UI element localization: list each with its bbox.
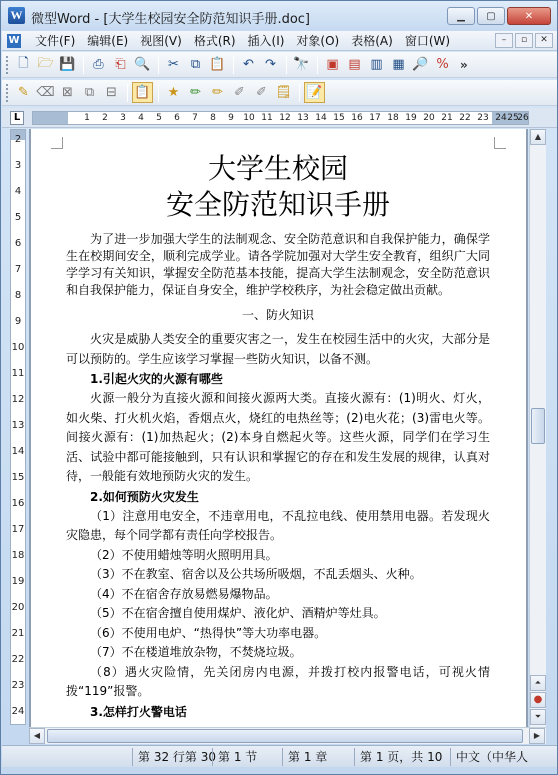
vruler-number: 5 (14, 212, 22, 223)
maximize-button[interactable]: ▢ (477, 7, 505, 25)
shape-delete-icon[interactable]: ⊠ (62, 85, 73, 100)
menu-edit[interactable]: 编辑(E) (87, 33, 129, 48)
clipboard-format-icon[interactable]: 📝 (304, 82, 325, 103)
menu-insert[interactable]: 插入(I) (247, 33, 285, 48)
print-icon[interactable]: ⎙ (93, 57, 104, 72)
standard-toolbar (2, 52, 557, 78)
vruler-number: 16 (11, 498, 25, 509)
marker-green-icon[interactable]: ✏ (190, 85, 201, 100)
ruler-number: 7 (192, 113, 198, 123)
format-painter-icon[interactable]: 📋 (132, 82, 153, 103)
window-title: 微型Word - [大学生校园安全防范知识手册.doc] (31, 12, 310, 27)
ruler-number: 10 (243, 113, 255, 123)
paste-icon[interactable]: 📋 (209, 57, 226, 72)
vruler-number: 10 (11, 342, 25, 353)
vruler-number: 14 (11, 446, 25, 457)
body-paragraph: 火灾是威胁人类安全的重要灾害之一，发生在校园生活中的火灾，大部分是可以预防的。学生应该学习掌握一些防火知识，以备不测。 (66, 332, 490, 366)
vruler-number: 17 (11, 524, 25, 535)
menu-view[interactable]: 视图(V) (140, 33, 182, 48)
menu-table[interactable]: 表格(A) (351, 33, 393, 48)
ruler-number: 6 (174, 113, 180, 123)
ruler-number: 3 (120, 113, 126, 123)
word-app-icon[interactable]: W (8, 7, 25, 24)
ruler-number: 23 (477, 113, 489, 123)
doc-close-button[interactable]: ✕ (535, 33, 553, 48)
status-chapter: 第 1 章 (282, 748, 354, 766)
ruler-number: 15 (333, 113, 345, 123)
list-item: （4）不在宿舍存放易燃易爆物品。 (90, 586, 278, 601)
scroll-right-icon[interactable]: ▶ (529, 728, 545, 744)
vertical-ruler[interactable] (10, 129, 26, 725)
redo-icon[interactable]: ↷ (265, 57, 276, 72)
copy-icon[interactable]: ⧉ (190, 57, 201, 72)
page-layout-icon[interactable]: ▥ (370, 57, 383, 72)
drawing-toolbar (2, 80, 557, 106)
status-empty (2, 748, 132, 766)
document-content[interactable] (66, 151, 490, 722)
vruler-number: 19 (11, 576, 25, 587)
list-item: （7）不在楼道堆放杂物，不焚烧垃圾。 (90, 645, 302, 659)
pdf-export-icon[interactable]: ⎗ (115, 57, 126, 72)
ruler-number: 24 (495, 113, 507, 123)
horizontal-ruler[interactable] (32, 111, 529, 125)
ruler-number: 25 (507, 113, 519, 123)
toolbar-grip-2[interactable] (6, 84, 9, 102)
ruler-number: 26 (517, 113, 529, 123)
ruler-number: 17 (369, 113, 381, 123)
list-item: （1）注意用电安全，不违章用电，不乱拉电线、使用禁用电器。若发现火灾隐患，每个同学都有责任向学校报告。 (66, 508, 490, 542)
list-item: （6）不使用电炉、“热得快”等大功率电器。 (90, 625, 327, 640)
marker-yellow-icon[interactable]: ✏ (212, 85, 223, 100)
vruler-number: 7 (14, 264, 22, 275)
ruler-number: 8 (210, 113, 216, 123)
shape-copy-icon[interactable]: ⧉ (84, 85, 95, 100)
browse-object-icon[interactable]: ● (530, 692, 546, 708)
percent-icon[interactable]: % (436, 57, 449, 72)
marker-gray-icon[interactable]: ✐ (234, 85, 245, 100)
undo-icon[interactable]: ↶ (243, 57, 254, 72)
eraser-icon[interactable]: ⌫ (36, 85, 55, 100)
body-paragraph: 火源一般分为直接火源和间接火源两大类。直接火源有：(1)明火、灯火，如火柴、打火机火焰，香烟点火，烧红的电热丝等；(2)电火花；(3)雷电火等。间接火源有：(1)加热起火；(2)本身自燃起火等。这些火源，同学们在学习生活、试验中都可能接触到，只有认识和掌握它的存在和发生发展的规律，认真对待，一般能有效地预防火灾的发生。 (66, 391, 490, 483)
status-bar (2, 745, 557, 767)
horizontal-scrollbar[interactable] (29, 727, 546, 744)
ruler-number: 20 (423, 113, 435, 123)
find-icon[interactable]: 🔭 (293, 57, 310, 72)
ruler-number: 5 (156, 113, 162, 123)
marker-outline-icon[interactable]: ✐ (256, 85, 267, 100)
close-button[interactable]: ✕ (507, 7, 551, 25)
menu-bar (2, 31, 557, 51)
status-page: 第 1 页，共 10 (354, 748, 450, 766)
pencil-draw-icon[interactable]: ✎ (18, 85, 29, 100)
document-title-line1: 大学生校园 (207, 152, 348, 185)
vruler-number: 11 (11, 368, 25, 379)
status-section: 第 1 节 (212, 748, 282, 766)
cut-icon[interactable]: ✂ (168, 57, 179, 72)
normal-view-icon[interactable]: ▦ (392, 57, 405, 72)
vruler-number: 13 (11, 420, 25, 431)
ruler-number: 14 (315, 113, 327, 123)
toolbar-overflow-icon[interactable]: » (460, 57, 468, 72)
ruler-number: 19 (405, 113, 417, 123)
page-number-icon[interactable]: ▣ (326, 57, 339, 72)
open-folder-icon[interactable]: 🗁 (37, 55, 54, 71)
list-item: （3）不在教室、宿舍以及公共场所吸烟，不乱丢烟头、火种。 (90, 567, 422, 581)
next-page-icon[interactable]: ⏷ (530, 709, 546, 725)
vruler-number: 23 (11, 680, 25, 691)
notes-icon[interactable]: 🗒 (275, 85, 292, 100)
list-item: （8）遇火灾险情，先关闭房内电源，并拨打校内报警电话，可视火情拨“119”报警。 (66, 664, 490, 698)
toolbar-grip[interactable] (6, 56, 9, 74)
document-title-line2: 安全防范知识手册 (165, 188, 390, 221)
subheading: 1.引起火灾的火源有哪些 (90, 372, 223, 386)
menu-format[interactable]: 格式(R) (193, 33, 236, 48)
ruler-number: 18 (387, 113, 399, 123)
menu-object[interactable]: 对象(O) (296, 33, 340, 48)
scroll-up-icon[interactable]: ▲ (530, 129, 546, 145)
horizontal-ruler-bar (2, 108, 557, 128)
ruler-number: 4 (138, 113, 144, 123)
vruler-number: 8 (14, 290, 22, 301)
zoom-icon[interactable]: 🔎 (412, 57, 429, 72)
highlight-star-icon[interactable]: ★ (167, 85, 180, 100)
list-item: （2）不使用蜡烛等明火照明用具。 (90, 547, 278, 562)
vertical-scrollbar[interactable] (529, 129, 546, 727)
print-preview-icon[interactable]: 🔍 (134, 57, 151, 72)
section-heading: 一、防火知识 (241, 308, 314, 322)
vruler-number: 24 (11, 706, 25, 717)
scroll-left-icon[interactable]: ◀ (29, 728, 45, 744)
vruler-number: 3 (14, 160, 22, 171)
vruler-number: 21 (11, 628, 25, 639)
vruler-number: 18 (11, 550, 25, 561)
save-icon[interactable]: 💾 (59, 57, 76, 72)
ruler-number: 13 (297, 113, 309, 123)
new-document-icon[interactable]: 🗋 (18, 55, 29, 71)
tab-stop-selector[interactable]: L (10, 111, 24, 125)
vruler-number: 15 (11, 472, 25, 483)
document-icon[interactable]: W (8, 34, 20, 46)
ruler-number: 2 (102, 113, 108, 123)
list-item: （5）不在宿舍擅自使用煤炉、液化炉、酒精炉等灶具。 (90, 606, 386, 620)
vruler-number: 9 (14, 316, 22, 327)
ruler-number: 1 (84, 113, 90, 123)
ruler-number: 16 (351, 113, 363, 123)
vruler-number: 12 (11, 394, 25, 405)
shape-align-icon[interactable]: ⊟ (106, 85, 117, 100)
status-line-column: 第 32 行第 30 (132, 748, 212, 766)
table-insert-icon[interactable]: ▤ (348, 57, 361, 72)
document-page[interactable] (31, 129, 526, 727)
vruler-number: 2 (14, 134, 22, 145)
previous-page-icon[interactable]: ⏶ (530, 675, 546, 691)
document-canvas[interactable] (29, 129, 528, 727)
vruler-number: 4 (14, 186, 22, 197)
minimize-button[interactable]: ▁ (447, 7, 475, 25)
menu-file[interactable]: 文件(F) (35, 33, 76, 48)
subheading: 3.怎样打火警电话 (90, 704, 187, 719)
ruler-number: 9 (228, 113, 234, 123)
ruler-number: 21 (441, 113, 453, 123)
doc-minimize-button[interactable]: – (495, 33, 513, 48)
ruler-number: 22 (459, 113, 471, 123)
title-bar (1, 1, 557, 31)
horizontal-scroll-thumb[interactable] (47, 729, 523, 743)
subheading: 2.如何预防火灾发生 (90, 489, 199, 504)
vruler-number: 20 (11, 602, 25, 613)
menu-window[interactable]: 窗口(W) (404, 33, 451, 48)
vruler-number: 6 (14, 238, 22, 249)
ruler-number: 12 (279, 113, 291, 123)
doc-restore-button[interactable]: ▫ (515, 33, 533, 48)
vertical-scroll-thumb[interactable] (531, 408, 545, 444)
ruler-number: 11 (261, 113, 273, 123)
intro-paragraph: 为了进一步加强大学生的法制观念、安全防范意识和自我保护能力，确保学生在校期间安全，顺利完成学业。请各学院加强对大学生安全教育，组织广大同学学习有关知识，掌握安全防范基本技能，提高大学生法制观念，安全防范意识和自我保护能力，保证自身安全，维护学校秩序，为社会稳定做出贡献。 (66, 232, 490, 297)
status-language: 中文（中华人 (450, 748, 556, 766)
vruler-number: 22 (11, 654, 25, 665)
